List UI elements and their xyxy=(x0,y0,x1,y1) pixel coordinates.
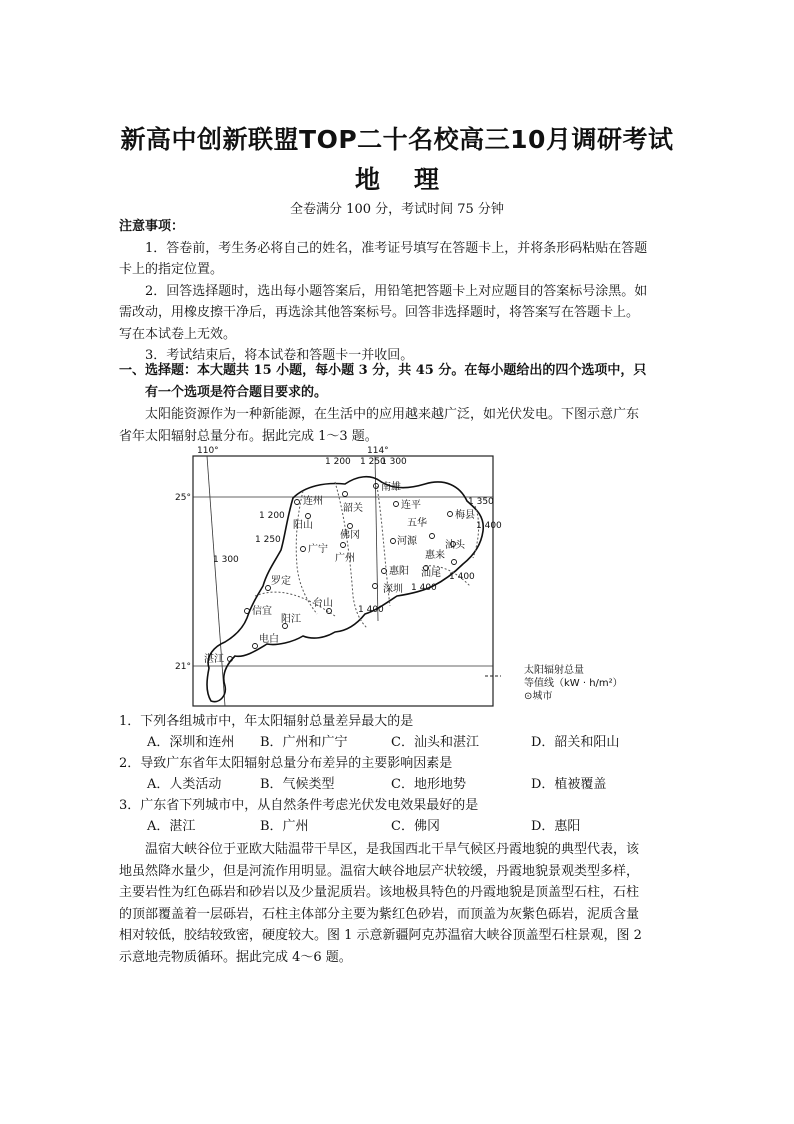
city-zhanjiang: 湛江 xyxy=(204,654,224,665)
question-1-stem: 1．下列各组城市中，年太阳辐射总量差异最大的是 xyxy=(119,714,414,729)
isoline-label-10: 1 400 xyxy=(411,583,437,593)
city-fogang: 佛冈 xyxy=(340,530,360,541)
notice-block xyxy=(119,216,649,367)
legend-city-label: 城市 xyxy=(532,691,553,702)
q2-option-c: C．地形地势 xyxy=(391,777,466,792)
q2-option-a: A．人类活动 xyxy=(147,777,222,792)
isoline-label-2: 1 250 xyxy=(360,457,386,467)
question-1-options xyxy=(147,733,619,753)
notice-heading: 注意事项： xyxy=(119,219,185,234)
isoline-label-6: 1 200 xyxy=(259,511,285,521)
city-dianbai: 电白 xyxy=(259,634,279,645)
q3-option-d: D．惠阳 xyxy=(531,819,581,834)
map-legend xyxy=(524,664,623,703)
city-lianzhou: 连州 xyxy=(303,496,323,507)
city-shantou: 汕头 xyxy=(445,540,465,551)
q2-option-b: B．气候类型 xyxy=(260,777,335,792)
city-labels xyxy=(204,480,475,665)
intro-solar: 太阳能资源作为一种新能源，在生活中的应用越来越广泛，如光伏发电。下图示意广东省年太阳辐射总量分布。据此完成 1～3 题。 xyxy=(119,407,640,444)
city-huiyang: 惠阳 xyxy=(389,566,409,577)
city-taishan: 台山 xyxy=(313,598,333,609)
isoline-label-1: 1 200 xyxy=(325,457,351,467)
city-meixian: 梅县 xyxy=(455,510,475,521)
q3-option-b: B．广州 xyxy=(260,819,309,834)
city-lianping: 连平 xyxy=(401,500,421,511)
city-nanxiong: 南雄 xyxy=(381,482,401,493)
city-huilai: 惠来 xyxy=(425,550,445,561)
q3-option-a: A．湛江 xyxy=(147,819,196,834)
legend-city-row xyxy=(524,690,623,703)
city-shenzhen: 深圳 xyxy=(383,584,403,595)
q1-option-b: B．广州和广宁 xyxy=(260,735,348,750)
question-2-options xyxy=(147,775,606,795)
q1-option-a: A．深圳和连州 xyxy=(147,735,235,750)
q1-option-c: C．汕头和湛江 xyxy=(391,735,479,750)
city-shaoguan: 韶关 xyxy=(343,503,363,514)
lon-line-114 xyxy=(375,456,378,621)
isoline-label-11: 1 400 xyxy=(358,605,384,615)
notice-item-2: 2．回答选择题时，选出每小题答案后，用铅笔把答题卡上对应题目的答案标号涂黑。如需改动，用橡皮擦干净后，再选涂其他答案标号。回答非选择题时，将答案写在答题卡上。写在本试卷上无效。 xyxy=(119,283,648,342)
intro-wensu-canyon: 温宿大峡谷位于亚欧大陆温带干旱区，是我国西北干旱气候区丹霞地貌的典型代表，该地虽然降水量少，但是河流作用明显。温宿大峡谷地层产状较缓，丹霞地貌景观类型多样，主要岩性为红色砾岩和砂岩以及少量泥质岩。该地极具特色的丹霞地貌是顶盖型石柱，石柱的顶部覆盖着一层砾岩，石柱主体部分主要为紫红色砂岩，而顶盖为灰紫色砾岩，泥质含量相对较低，胶结较致密，硬度较大。图 1 示意新疆阿克苏温宿大峡谷顶盖型石柱景观，图 2 示意地壳物质循环。据此完成 4～6 题。 xyxy=(119,842,642,965)
city-guangzhou: 广州 xyxy=(335,553,355,564)
isoline-label-7: 1 250 xyxy=(255,535,281,545)
isoline-label-9: 1 400 xyxy=(449,572,475,582)
q1-option-d: D．韶关和阳山 xyxy=(531,735,620,750)
city-yangjiang: 阳江 xyxy=(281,614,301,625)
lon-label-114: 114° xyxy=(367,446,389,456)
city-luoding: 罗定 xyxy=(271,576,291,587)
section-heading: 一、选择题：本大题共 15 小题，每小题 3 分，共 45 分。在每小题给出的四个选项中，只有一个选项是符合题目要求的。 xyxy=(119,363,647,400)
city-wuhua: 五华 xyxy=(407,518,427,529)
city-yangshan: 阳山 xyxy=(293,520,313,531)
question-3-options xyxy=(147,817,580,837)
notice-item-3: 3．考试结束后，将本试卷和答题卡一并收回。 xyxy=(145,348,414,363)
lat-label-25: 25° xyxy=(175,493,191,503)
isoline-label-8: 1 300 xyxy=(213,555,239,565)
lat-label-21: 21° xyxy=(175,662,191,672)
city-symbol-icon: ⊙ xyxy=(524,691,533,702)
exam-title: 新高中创新联盟TOP二十名校高三10月调研考试 xyxy=(120,125,674,154)
isoline-label-4: 1 350 xyxy=(468,497,494,507)
legend-line-1: 太阳辐射总量 xyxy=(524,665,584,676)
city-heyuan: 河源 xyxy=(397,536,417,547)
legend-line-2: 等值线（kW · h/m²） xyxy=(524,678,623,689)
lon-label-110: 110° xyxy=(197,446,219,456)
isoline-label-5: 1 400 xyxy=(476,521,502,531)
notice-item-1: 1．答卷前，考生务必将自己的姓名，准考证号填写在答题卡上，并将条形码粘贴在答题卡上的指定位置。 xyxy=(119,240,648,277)
exam-meta: 全卷满分 100 分，考试时间 75 分钟 xyxy=(290,202,504,217)
city-guangning: 广宁 xyxy=(308,544,328,555)
guangdong-solar-map xyxy=(175,446,502,708)
question-2-stem: 2．导致广东省年太阳辐射总量分布差异的主要影响因素是 xyxy=(119,756,453,771)
q2-option-d: D．植被覆盖 xyxy=(531,777,607,792)
subject-title: 地理 xyxy=(354,165,473,194)
question-3-stem: 3．广东省下列城市中，从自然条件考虑光伏发电效果最好的是 xyxy=(119,798,479,813)
city-shanwei: 汕尾 xyxy=(421,568,441,579)
isoline-label-3: 1 300 xyxy=(381,457,407,467)
q3-option-c: C．佛冈 xyxy=(391,819,440,834)
city-xinyi: 信宜 xyxy=(252,606,272,617)
